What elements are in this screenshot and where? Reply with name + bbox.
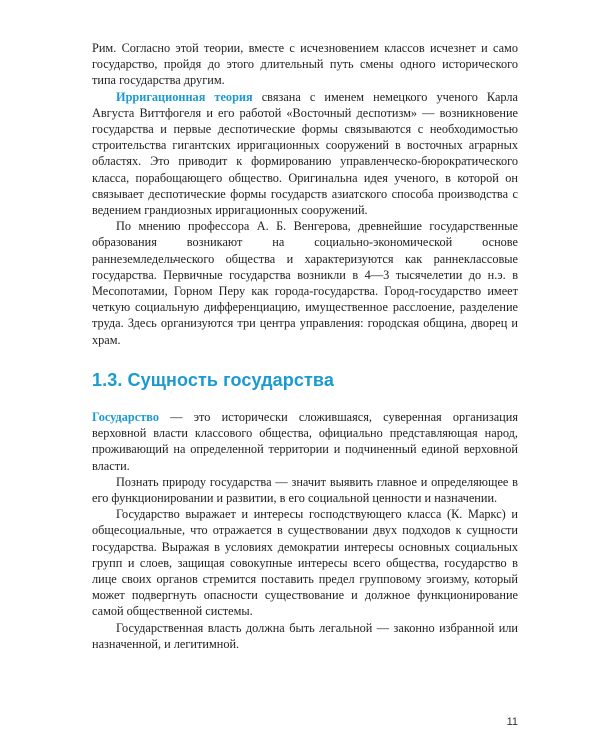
paragraph-interests: Государство выражает и интересы господствующего класса (К. Маркс) и общесоциальные, что отражается в существовании двух подходов к сущности государства. Выражая в условиях демократии интересы основных социальных групп и слоев, защищая совокупные интересы всего общества, государство в лице своих органов стремится поставить предел групповому эгоизму, который может подвергнуть опасности существование и должное функционирование самой общественной системы. <box>92 507 518 619</box>
section-title: 1.3. Сущность государства <box>92 370 334 390</box>
term-state: Государство <box>92 410 159 424</box>
paragraph-irrigation-theory <box>92 89 518 219</box>
paragraph-legal-power: Государственная власть должна быть легальной — законно избранной или назначенной, и легитимной. <box>92 620 518 651</box>
paragraph-nature-of-state: Познать природу государства — значит выявить главное и определяющее в его функционировании и развитии, в его социальной ценности и назначении. <box>92 474 518 506</box>
top-text-block <box>92 40 518 348</box>
paragraph-rome: Рим. Согласно этой теории, вместе с исчезновением классов исчезнет и само государство, пройдя до этого длительный путь смены одного исторического типа государства другим. <box>92 41 518 88</box>
paragraph-state-definition <box>92 409 518 474</box>
paragraph-state-definition-text: — это исторически сложившаяся, суверенная организация верховной власти классового общества, официально представляющая народ, проживающий на определенной территории и подчиненный единой верховной власти. <box>92 410 518 473</box>
term-irrigation-theory: Ирригационная теория <box>116 89 253 104</box>
paragraph-vengerov: По мнению профессора А. Б. Венгерова, древнейшие государственные образования возникают на социально-экономической основе раннеземледельческого общества и характеризуются как раннеклассовые государства. Первичные государства возникли в 4—3 тысячелетии до н.э. в Месопотамии, Горном Перу как города-государства. Город-государство имеет четкую социальную дифференциацию, имущественное расслоение, разделение труда. Здесь организуются три центра управления: городская община, дворец и храм. <box>92 219 518 347</box>
paragraph-irrigation-text: связана с именем немецкого ученого Карла Августа Виттфогеля и его работой «Восточный деспотизм» — возникновение государства и первые деспотические формы связываются с необходимостью строительства гигантских ирригационных сооружений в восточных аграрных областях. Это приводит к формированию управленческо-бюрократического класса, порабощающего общество. Оригинальна идея ученого, в которой он связывает деспотические формы государств азиатского способа производства с ведением грандиозных ирригационных сооружений. <box>92 89 518 218</box>
page-number: 11 <box>506 716 518 728</box>
section-body <box>92 409 518 652</box>
